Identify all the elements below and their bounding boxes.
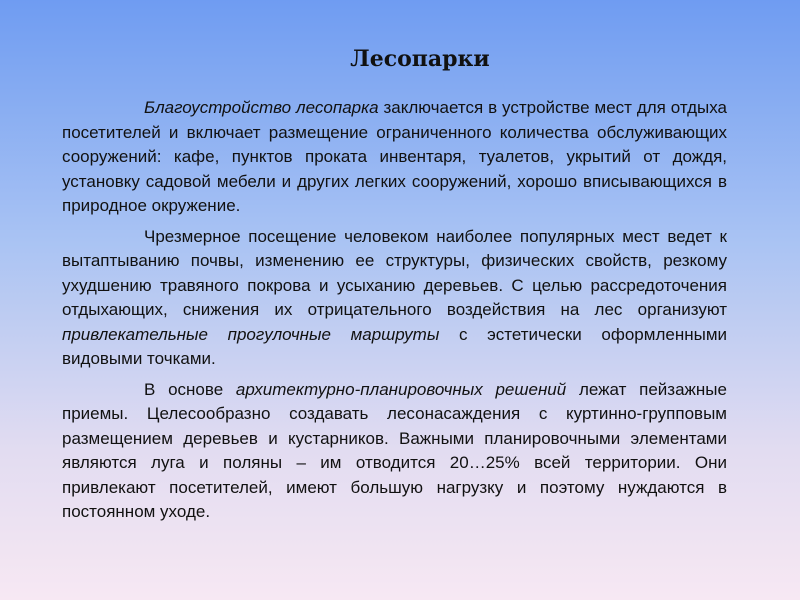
paragraph-text: с эстетически оформленными видовыми точками. bbox=[62, 324, 728, 368]
slide-body bbox=[62, 96, 727, 525]
slide-title: Лесопарки bbox=[350, 46, 490, 72]
paragraph-text: заключается в устройстве мест для отдыха посетителей и включает размещение ограниченного количества обслуживающих сооружений: кафе, пунктов проката инвентаря, туалетов, укрытий от дождя, установку садовой мебели и других легких сооружений, хорошо вписывающихся в природное окружение. bbox=[62, 98, 727, 215]
paragraph-text: В основе bbox=[144, 379, 236, 399]
emphasis-text: привлекательные прогулочные маршруты bbox=[62, 324, 440, 344]
paragraph-planning bbox=[62, 378, 727, 525]
emphasis-text: Благоустройство лесопарка bbox=[144, 98, 379, 117]
paragraph-overuse bbox=[62, 225, 727, 372]
paragraph-text: лежат пейзажные приемы. Целесообразно создавать лесонасаждения с куртинно-групповым размещением деревьев и кустарников. Важными планировочными элементами являются луга и поляны – им отводится 20…25% всей территории. Они привлекают посетителей, имеют большую нагрузку и поэтому нуждаются в постоянном уходе. bbox=[62, 379, 727, 521]
paragraph-landscaping bbox=[62, 96, 727, 219]
emphasis-text: архитектурно-планировочных решений bbox=[235, 379, 567, 399]
paragraph-text: Чрезмерное посещение человеком наиболее популярных мест ведет к вытаптыванию почвы, изменению ее структуры, физических свойств, резкому ухудшению травяного покрова и усыханию деревьев. С целью рассредоточения отдыхающих, снижения их отрицательного воздействия на лес организуют bbox=[62, 226, 727, 319]
